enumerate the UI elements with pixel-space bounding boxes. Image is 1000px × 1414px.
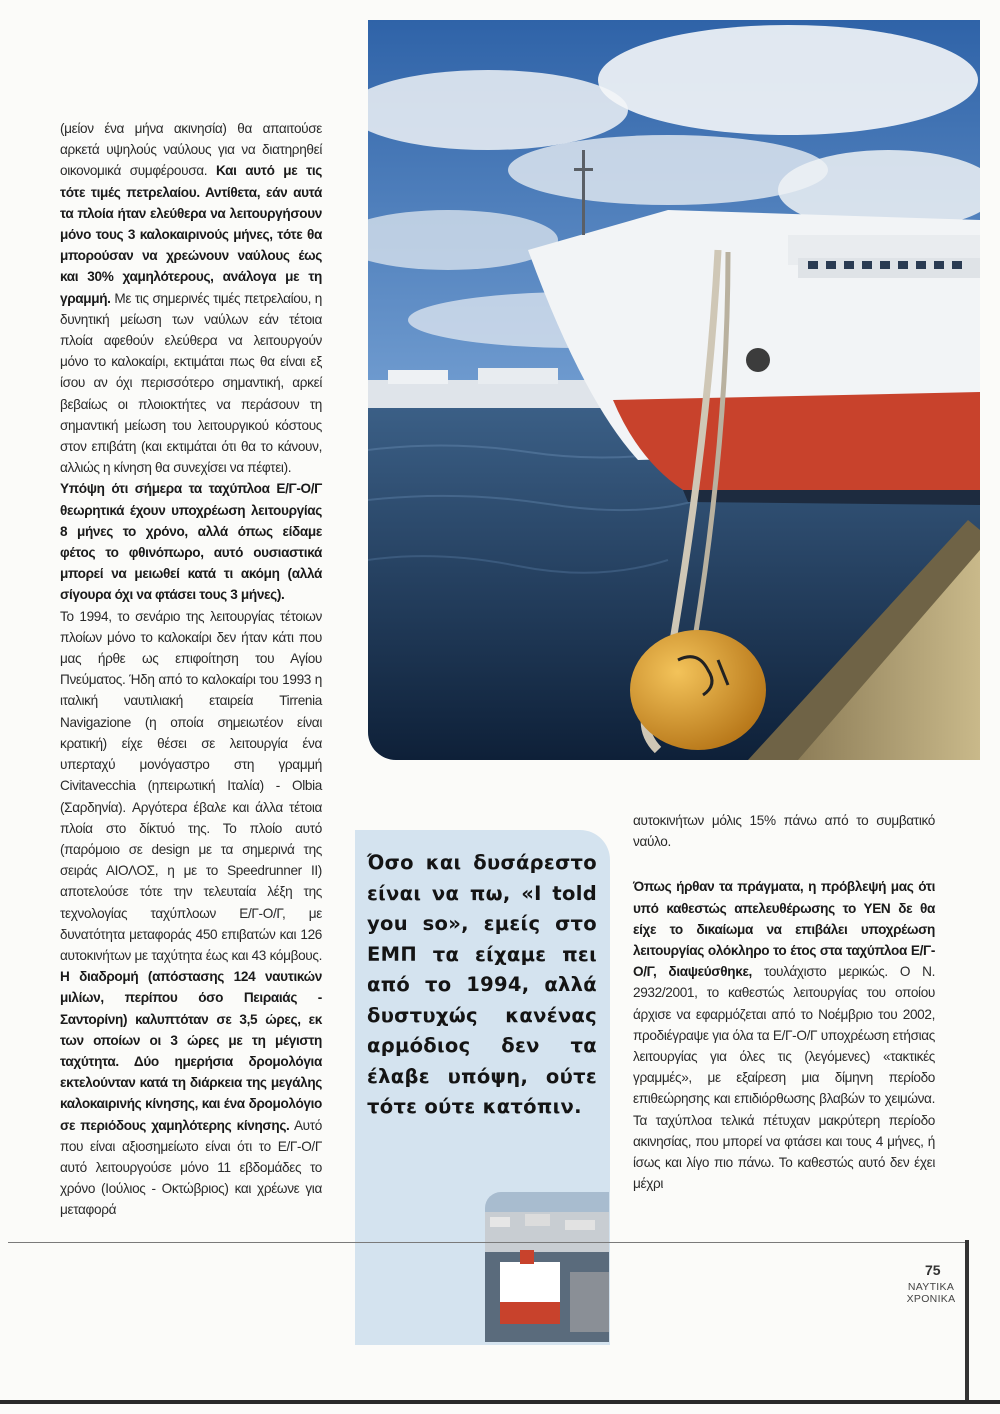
- scan-edge-bottom: [0, 1400, 1000, 1404]
- page-number: 75: [925, 1262, 941, 1278]
- text-run: τουλάχιστο μερικώς. Ο Ν. 2932/2001, το καθεστώς λειτουργίας του οποίου άρχισε να εφαρμόζεται από το Νοέμβριο του 2002, προδιέγραψε για όλα τα Ε/Γ-Ο/Γ υποχρέωση ετήσιας λειτουργίας για όλες τις (λεγόμενες) «τακτικές γραμμές», με εξαίρεση μια δίμηνη περίοδο επιθεώρησης και επιδιόρθωσης βλαβών το χειμώνα. Τα ταχύπλοα τελικά πέτυχαν μακρύτερη περίοδο ακινησίας, που μπορεί να φτάσει και τους 4 μήνες, ή ίσως και λίγο πιο πάνω. Το καθεστώς αυτό δεν έχει μέχρι: [633, 964, 935, 1192]
- right-text-column: [633, 810, 935, 1194]
- bold-text-run: Υπόψη ότι σήμερα τα ταχύπλοα Ε/Γ-Ο/Γ θεωρητικά έχουν υποχρέωση λειτουργίας 8 μήνες το χρόνο, αλλά όπως είδαμε φέτος το φθινόπωρο, αυτό ουσιαστικά μπορεί να μειωθεί κατά τι ακόμη (αλλά σίγουρα όχι να φτάσει τους 3 μήνες).: [60, 481, 322, 603]
- right-paragraph-2: [633, 876, 935, 1194]
- right-paragraph-1: αυτοκινήτων μόλις 15% πάνω από το συμβατικό ναύλο.: [633, 813, 935, 850]
- pull-quote-text: Όσο και δυσάρεστο είναι να πω, «I told you so», εμείς στο ΕΜΠ τα είχαμε πει από το 1994, αλλά δυστυχώς κανένας αρμόδιος δεν τα έλαβε υπόψη, ούτε τότε ούτε κατόπιν.: [367, 851, 597, 1118]
- magazine-name-line-1: ΝΑΥΤΙΚΑ: [907, 1281, 955, 1293]
- footer-rule: [8, 1242, 968, 1243]
- bold-text-run: Η διαδρομή (απόστασης 124 ναυτικών μιλίων, περίπου όσο Πειραιάς - Σαντορίνη) καλυπτόταν σε 3,5 ώρες, εκ των οποίων οι 3 ώρες με τη μέγιστη ταχύτητα. Δύο ημερήσια δρομολόγια εκτελούνταν κατά τη διάρκεια της μεγάλης καλοκαιρινής κίνησης, και ένα δρομολόγιο σε περιόδους χαμηλότερης κίνησης.: [60, 969, 322, 1133]
- magazine-name-line-2: ΧΡΟΝΙΚΑ: [906, 1293, 956, 1305]
- left-paragraph-2: [60, 478, 322, 605]
- text-run: (μείον ένα μήνα ακινησία) θα απαιτούσε αρκετά υψηλούς ναύλους για να διατηρηθεί οικονομικά συμφέρουσα.: [60, 121, 322, 179]
- bold-text-run: Όπως ήρθαν τα πράγματα, η πρόβλεψή μας ότι υπό καθεστώς απελευθέρωσης το ΥΕΝ δε θα είχε το δικαίωμα να επιβάλει υποχρέωση λειτουργίας ολόκληρο το έτος στα ταχύπλοα Ε/Γ-Ο/Γ, διαψεύσθηκε,: [633, 879, 935, 980]
- text-run: Το 1994, το σενάριο της λειτουργίας τέτοιων πλοίων μόνο το καλοκαίρι δεν ήταν κάτι που μας ήρθε ως επιφοίτηση του Αγίου Πνεύματος. Ήδη από το καλοκαίρι του 1993 η ιταλική ναυτιλιακή εταιρεία Tirrenia Navigazione (η οποία σημειωτέον είναι κρατική) είχε θέσει σε λειτουργία ένα υπερταχύ μονόγαστρο στη γραμμή Civitavecchia (ηπειρωτική Ιταλία) - Olbia (Σαρδηνία). Αργότερα έβαλε και άλλα τέτοια πλοία στο δίκτυό της. Το πλοίο αυτό (παρόμοιο σε design με τα σημερινά της σειράς ΑΙΟΛΟΣ, η με το Speedrunner II) αποτελούσε τότε την τελευταία λέξη της τεχνολογίας ταχύπλοων Ε/Γ-Ο/Γ, με δυνατότητα μεταφοράς 450 επιβατών και 126 αυτοκινήτων με ταχύτητα έως και 43 κόμβους.: [60, 608, 322, 963]
- scan-edge-vertical: [965, 1240, 969, 1400]
- text-run: Αυτό που είναι αξιοσημείωτο είναι ότι το Ε/Γ-Ο/Γ αυτό λειτουργούσε μόνο 11 εβδομάδες το χρόνο (Ιούλιος - Οκτώβριος) και χρέωνε για μεταφορά: [60, 1117, 322, 1218]
- harbor-thumbnail-photo: [485, 1192, 609, 1342]
- text-run: Με τις σημερινές τιμές πετρελαίου, η δυνητική μείωση των ναύλων εάν τέτοια πλοία αφεθούν ελεύθερα να λειτουργούν μόνο το καλοκαίρι, εκτιμάται πως θα είναι εξ ίσου αν όχι περισσότερο σημαντική, αρκεί βεβαίως οι πλοιοκτήτες να περάσουν τη σημαντική μείωση του λειτουργικού κόστους στον επιβάτη (και εκτιμάται ότι θα το κάνουν, αλλιώς η κίνηση θα συνεχίσει να πέφτει).: [60, 290, 322, 476]
- bold-text-run: Και αυτό με τις τότε τιμές πετρελαίου. Αντίθετα, εάν αυτά τα πλοία ήταν ελεύθερα να λειτουργήσουν μόνο τους 3 καλοκαιρινούς μήνες, τότε θα μπορούσαν να χρεώνουν ναύλους έως και 30% χαμηλότερους, ανάλογα με τη γραμμή.: [60, 163, 322, 306]
- ship-photo: [368, 20, 980, 760]
- magazine-name: [906, 1281, 956, 1305]
- ship-illustration: [368, 20, 980, 760]
- left-text-column: [60, 118, 322, 1221]
- harbor-illustration: [485, 1192, 609, 1342]
- left-paragraph-1: [60, 118, 322, 478]
- left-paragraph-3: [60, 606, 322, 1221]
